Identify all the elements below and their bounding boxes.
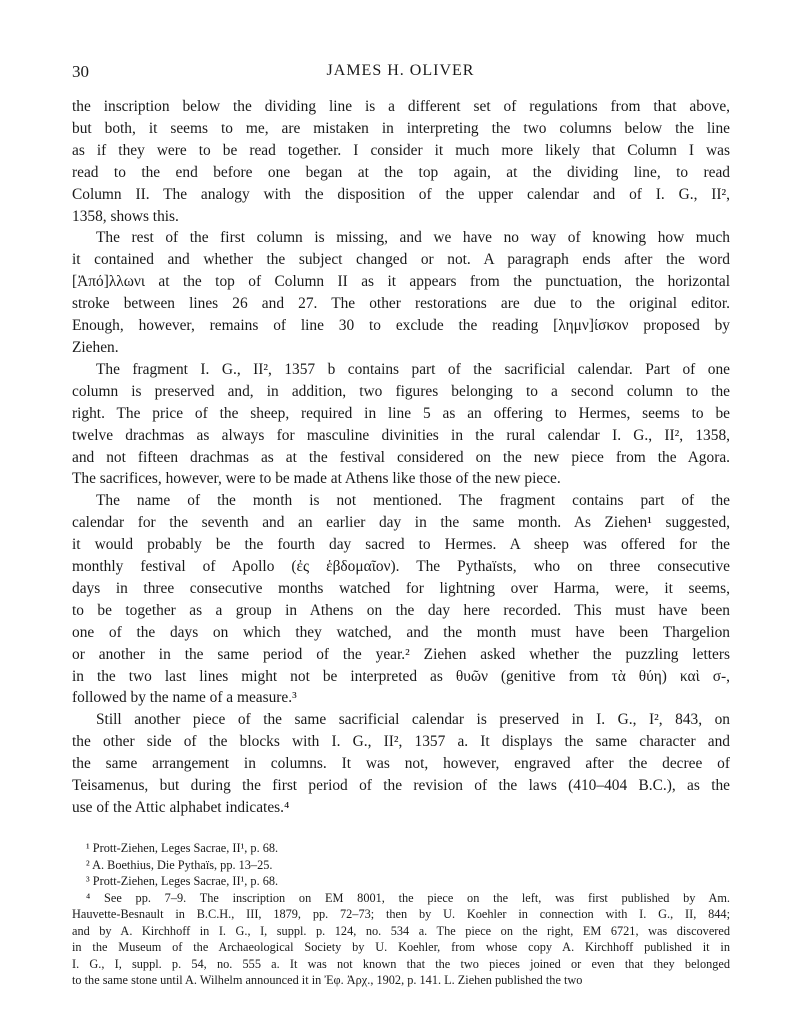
footnote-line: ² A. Boethius, Die Pythaïs, pp. 13–25.: [86, 857, 273, 872]
footnote-line: ⁴ See pp. 7–9. The inscription on EM 8001, the piece on the left, was first published by Am.: [86, 890, 730, 905]
text-line: twelve drachmas as always for masculine divinities in the rural calendar I. G., II², 1358,: [72, 426, 730, 444]
text-line: in the two last lines might not be interpreted as θυῶν (genitive from τὰ θύη) καὶ σ-,: [72, 667, 730, 685]
text-line: it would probably be the fourth day sacred to Hermes. A sheep was offered for the: [72, 536, 730, 554]
text-line: The rest of the first column is missing, and we have no way of knowing how much: [96, 229, 730, 247]
footnote: [72, 840, 730, 857]
text-line: monthly festival of Apollo (ἐς ἑβδομαῖον). The Pythaïsts, who on three consecutive: [72, 558, 730, 576]
text-line: 1358, shows this.: [72, 207, 179, 225]
text-line: use of the Attic alphabet indicates.⁴: [72, 799, 290, 816]
paragraph: [72, 96, 730, 227]
page-number: 30: [72, 62, 89, 81]
text-line: followed by the name of a measure.³: [72, 689, 297, 707]
text-line: Column II. The analogy with the disposition of the upper calendar and of I. G., II²,: [72, 185, 730, 203]
footnote-line: to the same stone until A. Wilhelm announced it in Ἐφ. Ἀρχ., 1902, p. 141. L. Ziehen published the two: [72, 973, 583, 987]
text-line: but both, it seems to me, are mistaken in interpreting the two columns below the line: [72, 119, 730, 137]
footnote-line: I. G., I, suppl. p. 54, no. 555 a. It was not known that the two pieces joined or even that they belonged: [72, 956, 730, 971]
text-line: the inscription below the dividing line is a different set of regulations from that above,: [72, 98, 730, 115]
text-line: or another in the same period of the year.² Ziehen asked whether the puzzling letters: [72, 645, 730, 663]
text-line: The fragment I. G., II², 1357 b contains part of the sacrificial calendar. Part of one: [96, 360, 730, 378]
paragraph: [72, 490, 730, 709]
text-line: the same arrangement in columns. It was not, however, engraved after the decree of: [72, 755, 730, 773]
text-line: the other side of the blocks with I. G., II², 1357 a. It displays the same character and: [72, 733, 730, 751]
paragraph: [72, 359, 730, 490]
running-head: JAMES H. OLIVER: [326, 62, 475, 79]
text-line: Still another piece of the same sacrificial calendar is preserved in I. G., I², 843, on: [96, 711, 730, 729]
footnote: [72, 873, 730, 890]
text-line: it contained and whether the subject changed or not. A paragraph ends after the word: [72, 251, 730, 269]
footnote-line: Hauvette-Besnault in B.C.H., III, 1879, pp. 72–73; then by U. Koehler in connection with I. G., II, 844;: [72, 907, 730, 921]
text-line: and not fifteen drachmas as at the festival considered on the new piece from the Agora.: [72, 448, 730, 466]
text-line: read to the end before one began at the top again, at the dividing line, to read: [72, 163, 730, 181]
text-line: [Ἀπό]λλωνι at the top of Column II as it appears from the punctuation, the horizontal: [72, 273, 730, 291]
text-line: Ziehen.: [72, 338, 119, 356]
text-line: column is preserved and, in addition, two figures belonging to a second column to the: [72, 382, 730, 400]
text-line: days in three consecutive months watched for lightning over Harma, were, it seems,: [72, 579, 730, 597]
text-line: calendar for the seventh and an earlier day in the same month. As Ziehen¹ suggested,: [72, 514, 730, 532]
footnote-line: in the Museum of the Archaeological Society by U. Koehler, from whose copy A. Kirchhoff published it in: [72, 940, 730, 954]
text-line: as if they were to be read together. I consider it much more likely that Column I was: [72, 141, 730, 159]
paragraph: [72, 709, 730, 819]
footnote: [72, 857, 730, 874]
body-text: [72, 96, 730, 819]
footnote-line: and by A. Kirchhoff in I. G., I, suppl. p. 124, no. 534 a. The piece on the right, EM 6721, was discovered: [72, 923, 730, 938]
footnote-line: ¹ Prott-Ziehen, Leges Sacrae, II¹, p. 68.: [86, 841, 279, 855]
text-line: The sacrifices, however, were to be made at Athens like those of the new piece.: [72, 470, 561, 488]
text-line: stroke between lines 26 and 27. The other restorations are due to the original editor.: [72, 295, 730, 313]
text-line: Enough, however, remains of line 30 to exclude the reading [λημν]ίσκον proposed by: [72, 317, 730, 335]
text-line: to be together as a group in Athens on the day here recorded. This must have been: [72, 601, 730, 619]
footnote-line: ³ Prott-Ziehen, Leges Sacrae, II¹, p. 68.: [86, 874, 279, 888]
footnote: [72, 890, 730, 989]
footnotes: [72, 840, 730, 989]
text-line: Teisamenus, but during the first period of the revision of the laws (410–404 B.C.), as the: [72, 777, 730, 795]
text-line: right. The price of the sheep, required in line 5 as an offering to Hermes, seems to be: [72, 404, 730, 422]
text-line: The name of the month is not mentioned. The fragment contains part of the: [96, 492, 730, 510]
paragraph: [72, 227, 730, 358]
text-line: one of the days on which they watched, and the month must have been Thargelion: [72, 623, 730, 641]
page-header: [72, 62, 729, 86]
